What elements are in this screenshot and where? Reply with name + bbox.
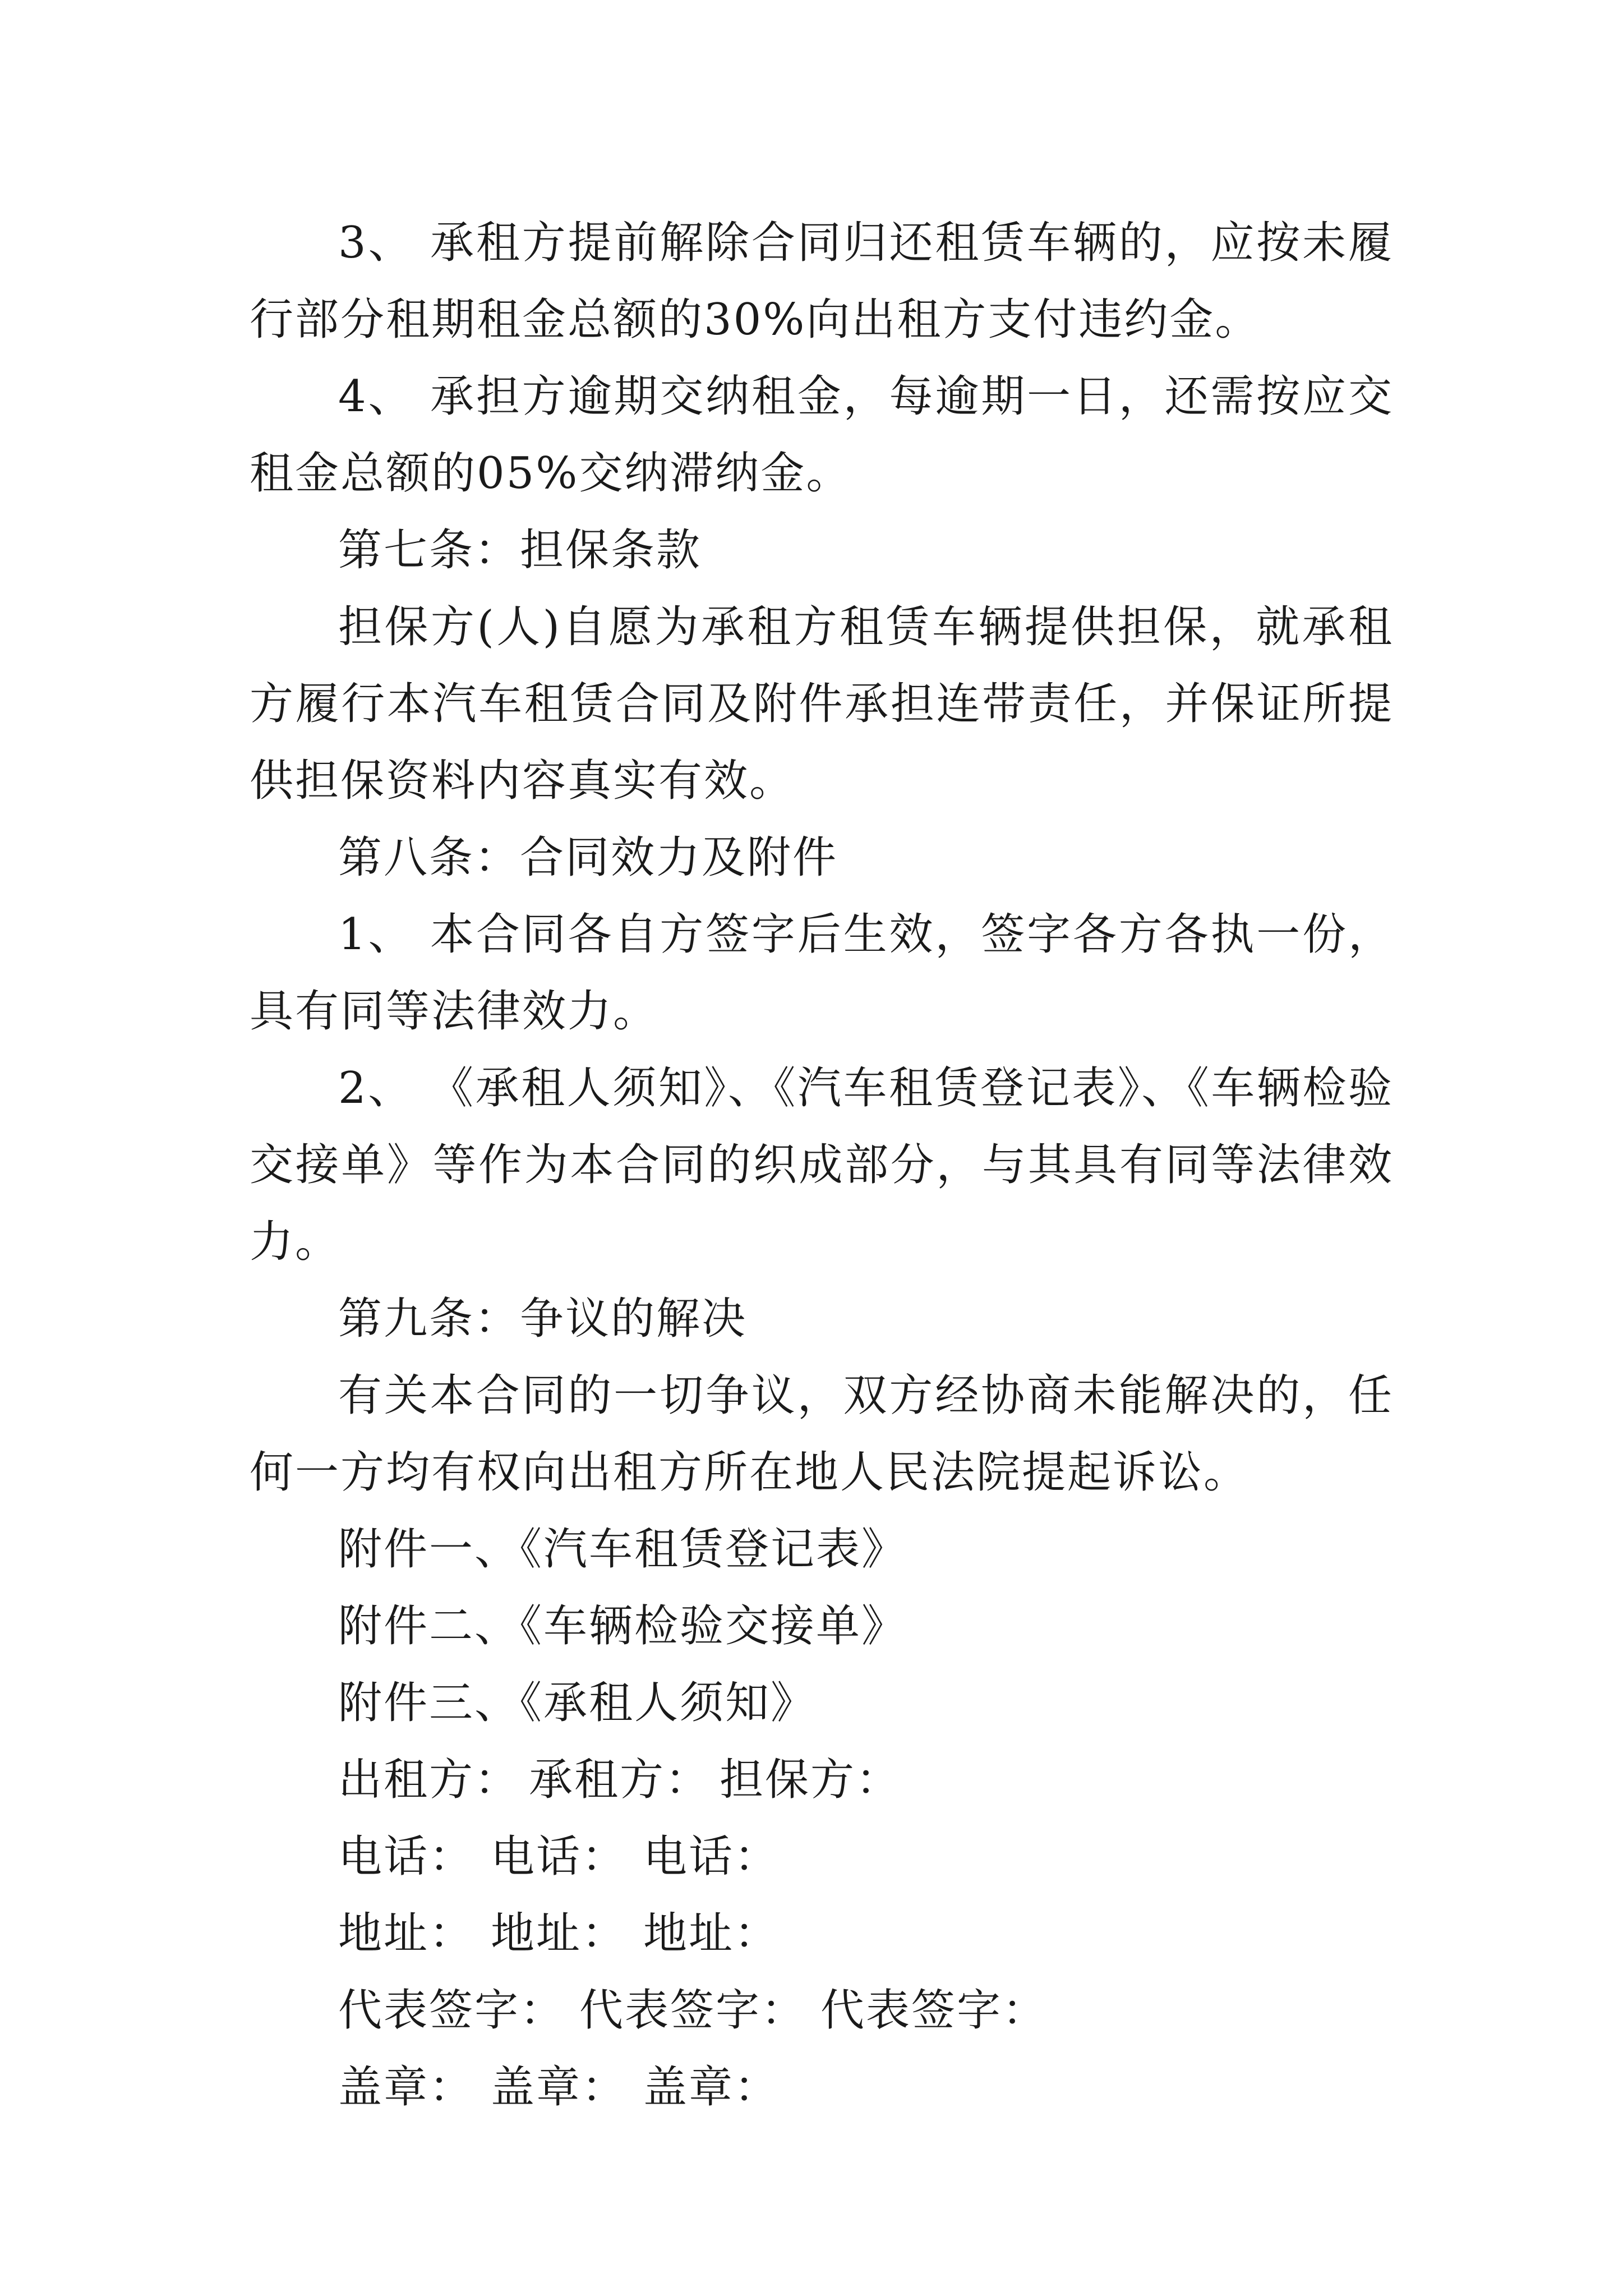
- guarantor-address-label: 地址：: [643, 1908, 780, 1959]
- article-8-heading: 第八条：合同效力及附件: [338, 832, 838, 883]
- lessee-seal-label: 盖章：: [491, 2062, 628, 2113]
- attachment-2: 附件二、《车辆检验交接单》: [338, 1601, 907, 1651]
- signature-row-sign: [250, 1972, 1394, 2049]
- lessor-seal-label: 盖章：: [338, 2062, 475, 2113]
- article-7-body: 担保方(人)自愿为承租方租赁车辆提供担保，就承租方履行本汽车租赁合同及附件承担连带责任，并保证所提供担保资料内容真实有效。: [250, 602, 1394, 806]
- attachment-1: 附件一、《汽车租赁登记表》: [338, 1524, 907, 1575]
- article-9-body: 有关本合同的一切争议，双方经协商未能解决的，任何一方均有权向出租方所在地人民法院提起诉讼。: [250, 1370, 1394, 1498]
- article-8-item-1: 1、 本合同各自方签字后生效，签字各方各执一份，具有同等法律效力。: [250, 909, 1394, 1037]
- lessor-phone-label: 电话：: [338, 1832, 475, 1882]
- lessor-address-label: 地址：: [338, 1908, 475, 1959]
- lessee-label: 承租方：: [529, 1755, 711, 1805]
- guarantor-label: 担保方：: [720, 1755, 902, 1805]
- contract-body: [250, 205, 1394, 2126]
- signature-row-seal: [250, 2049, 1394, 2126]
- signature-row-address: [250, 1895, 1394, 1972]
- lessee-address-label: 地址：: [491, 1908, 628, 1959]
- lessee-phone-label: 电话：: [491, 1832, 628, 1882]
- lessee-sign-label: 代表签字：: [579, 1985, 807, 2036]
- clause-6-item-3: 3、 承租方提前解除合同归还租赁车辆的，应按未履行部分租期租金总额的30%向出租方支付违约金。: [250, 218, 1394, 345]
- guarantor-sign-label: 代表签字：: [820, 1985, 1048, 2036]
- signature-row-party: [250, 1742, 1394, 1819]
- lessor-label: 出租方：: [338, 1755, 520, 1805]
- article-7-heading: 第七条：担保条款: [338, 525, 702, 576]
- signature-row-phone: [250, 1819, 1394, 1895]
- attachment-3: 附件三、《承租人须知》: [338, 1678, 817, 1728]
- lessor-sign-label: 代表签字：: [338, 1985, 566, 2036]
- article-8-item-2: 2、 《承租人须知》、《汽车租赁登记表》、《车辆检验交接单》等作为本合同的织成部分，与其具有同等法律效力。: [250, 1063, 1394, 1267]
- guarantor-seal-label: 盖章：: [643, 2062, 780, 2113]
- clause-6-item-4: 4、 承担方逾期交纳租金，每逾期一日，还需按应交租金总额的05%交纳滞纳金。: [250, 371, 1394, 499]
- guarantor-phone-label: 电话：: [643, 1832, 780, 1882]
- article-9-heading: 第九条：争议的解决: [338, 1294, 748, 1344]
